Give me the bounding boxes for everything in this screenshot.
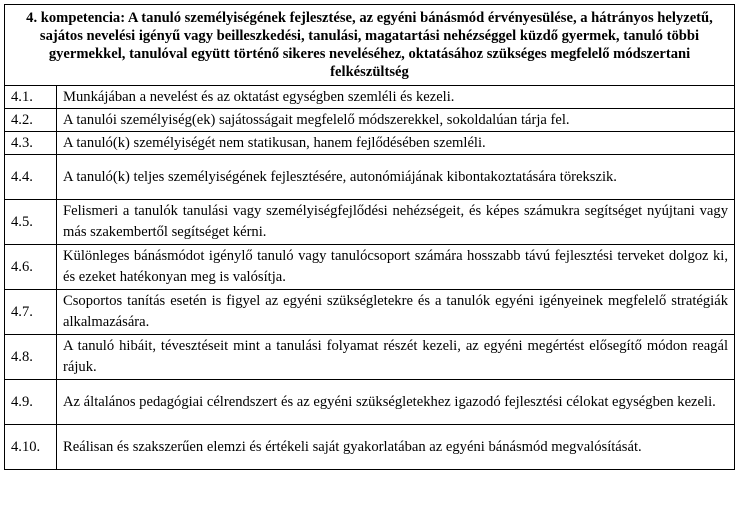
table-row — [5, 425, 735, 470]
table-row — [5, 290, 735, 335]
row-number: 4.8. — [5, 335, 57, 380]
row-text: Felismeri a tanulók tanulási vagy személyiségfejlődési nehézségeit, és képes számukra segítséget nyújtani vagy más szakembertől segítséget kérni. — [57, 200, 735, 245]
row-text: Az általános pedagógiai célrendszert és az egyéni szükségletekhez igazodó fejlesztési célokat egységben kezeli. — [57, 380, 735, 425]
row-number: 4.3. — [5, 132, 57, 155]
table-row — [5, 109, 735, 132]
table-row — [5, 245, 735, 290]
table-row — [5, 155, 735, 200]
competency-title: 4. kompetencia: A tanuló személyiségének fejlesztése, az egyéni bánásmód érvényesülése, a hátrányos helyzetű, sajátos nevelési igényű vagy beilleszkedési, tanulási, magatartási nehézséggel küzdő gyermek, tanuló többi gyermekkel, tanulóval együtt történő sikeres neveléséhez, oktatásához szükséges megfelelő módszertani felkészültség — [5, 5, 735, 86]
table-row — [5, 380, 735, 425]
row-text: A tanulói személyiség(ek) sajátosságait megfelelő módszerekkel, sokoldalúan tárja fel. — [57, 109, 735, 132]
table-row — [5, 335, 735, 380]
table-row — [5, 200, 735, 245]
competency-document — [4, 4, 734, 470]
competency-table — [4, 4, 735, 470]
row-number: 4.7. — [5, 290, 57, 335]
row-number: 4.4. — [5, 155, 57, 200]
row-text: A tanuló(k) személyiségét nem statikusan, hanem fejlődésében szemléli. — [57, 132, 735, 155]
table-row — [5, 86, 735, 109]
table-row — [5, 132, 735, 155]
row-number: 4.2. — [5, 109, 57, 132]
table-header-row — [5, 5, 735, 86]
row-text: A tanuló(k) teljes személyiségének fejlesztésére, autonómiájának kibontakoztatására törekszik. — [57, 155, 735, 200]
row-number: 4.9. — [5, 380, 57, 425]
row-number: 4.6. — [5, 245, 57, 290]
row-text: A tanuló hibáit, tévesztéseit mint a tanulási folyamat részét kezeli, az egyéni megértést elősegítő módon reagál rájuk. — [57, 335, 735, 380]
row-text: Különleges bánásmódot igénylő tanuló vagy tanulócsoport számára hosszabb távú fejlesztési terveket dolgoz ki, és ezeket hatékonyan meg is valósítja. — [57, 245, 735, 290]
row-number: 4.5. — [5, 200, 57, 245]
row-text: Reálisan és szakszerűen elemzi és értékeli saját gyakorlatában az egyéni bánásmód megvalósítását. — [57, 425, 735, 470]
row-text: Csoportos tanítás esetén is figyel az egyéni szükségletekre és a tanulók egyéni igényeinek megfelelő stratégiák alkalmazására. — [57, 290, 735, 335]
row-number: 4.1. — [5, 86, 57, 109]
row-number: 4.10. — [5, 425, 57, 470]
row-text: Munkájában a nevelést és az oktatást egységben szemléli és kezeli. — [57, 86, 735, 109]
